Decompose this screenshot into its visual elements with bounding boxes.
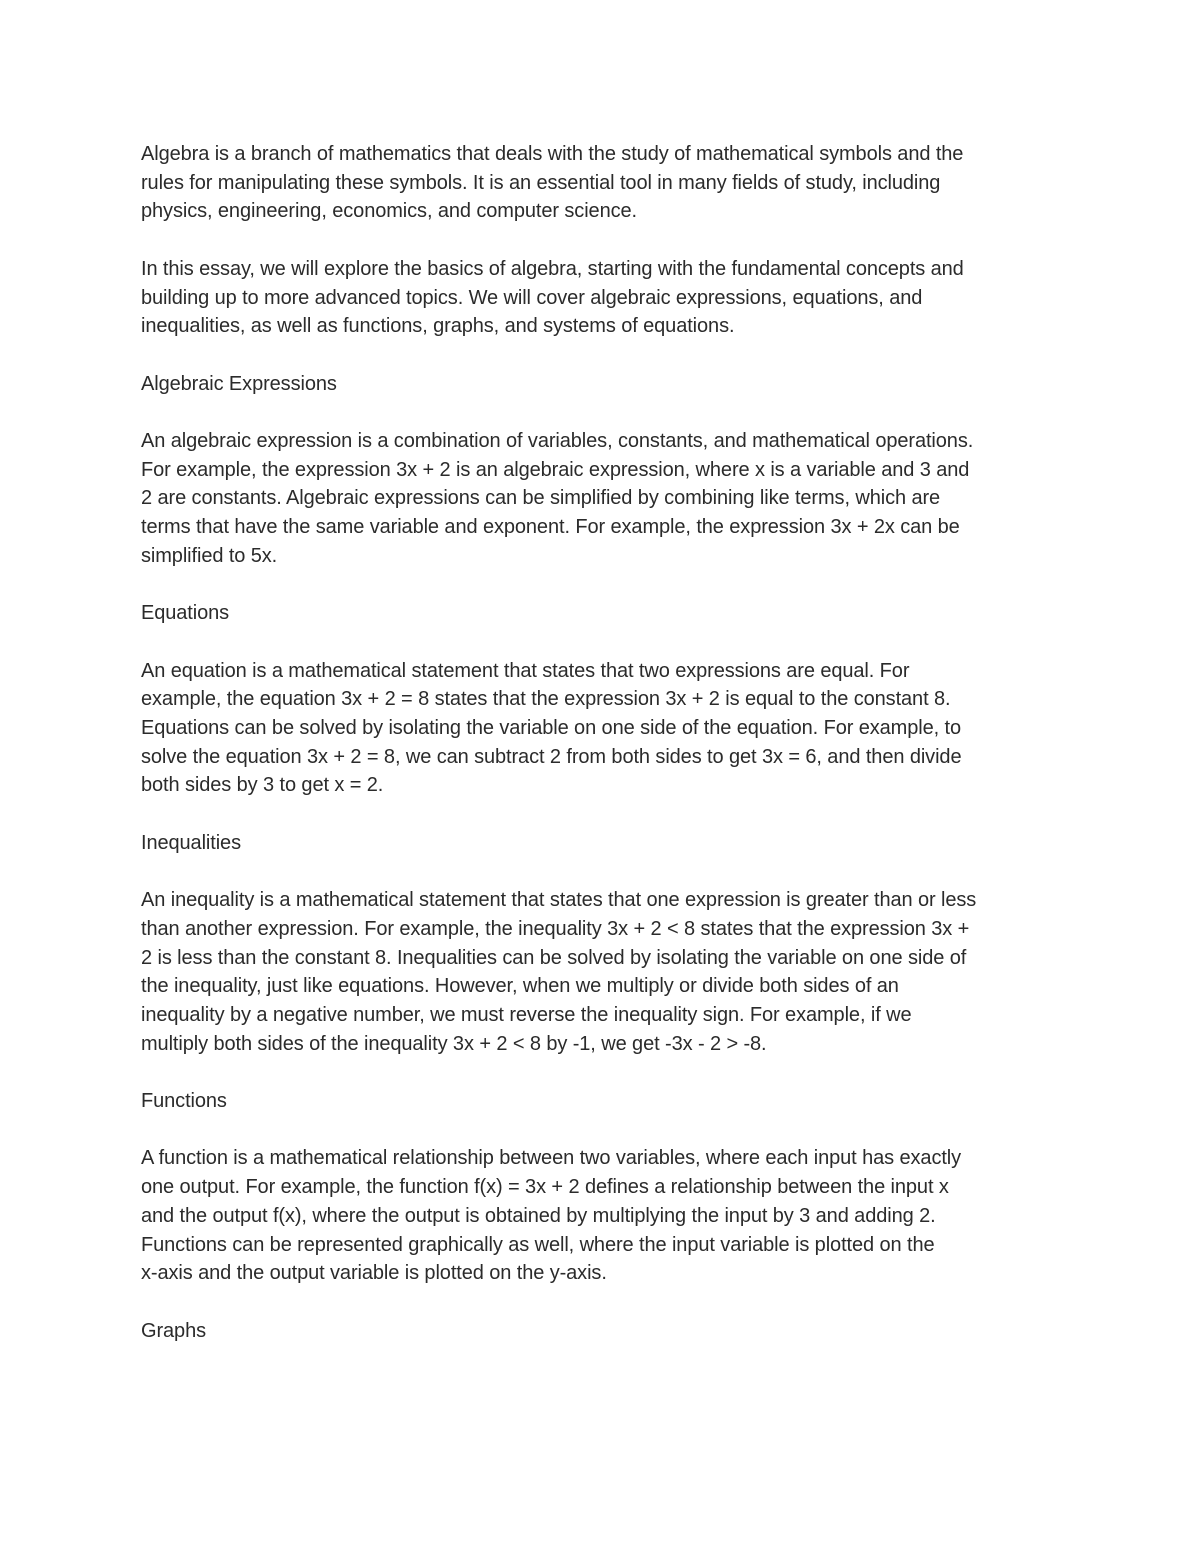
text-line: simplified to 5x. — [141, 544, 278, 567]
text-line: An algebraic expression is a combination of variables, constants, and mathematical operations. — [141, 429, 974, 452]
section-heading-functions: Functions — [141, 1090, 227, 1113]
equations-paragraph — [141, 657, 1061, 801]
text-line: Algebra is a branch of mathematics that deals with the study of mathematical symbols and the — [141, 143, 964, 165]
text-line: Equations can be solved by isolating the variable on one side of the equation. For example, to — [141, 716, 962, 739]
document-body — [141, 140, 1061, 1374]
text-line: both sides by 3 to get x = 2. — [141, 774, 384, 797]
expressions-paragraph — [141, 427, 1061, 571]
text-line: than another expression. For example, the inequality 3x + 2 < 8 states that the expression 3x + — [141, 917, 970, 940]
text-line: one output. For example, the function f(x) = 3x + 2 defines a relationship between the input x — [141, 1176, 949, 1199]
text-line: example, the equation 3x + 2 = 8 states that the expression 3x + 2 is equal to the constant 8. — [141, 688, 951, 711]
text-line: inequalities, as well as functions, graphs, and systems of equations. — [141, 315, 735, 338]
text-line: terms that have the same variable and exponent. For example, the expression 3x + 2x can be — [141, 516, 960, 539]
text-line: An inequality is a mathematical statement that states that one expression is greater than or less — [141, 889, 977, 912]
text-line: An equation is a mathematical statement that states that two expressions are equal. For — [141, 659, 910, 682]
inequalities-paragraph — [141, 886, 1061, 1058]
text-line: multiply both sides of the inequality 3x + 2 < 8 by -1, we get -3x - 2 > -8. — [141, 1032, 767, 1055]
section-heading-equations: Equations — [141, 602, 230, 625]
text-line: Functions can be represented graphically as well, where the input variable is plotted on the — [141, 1233, 935, 1256]
overview-paragraph — [141, 255, 1061, 341]
text-line: the inequality, just like equations. However, when we multiply or divide both sides of an — [141, 975, 899, 998]
text-line: solve the equation 3x + 2 = 8, we can subtract 2 from both sides to get 3x = 6, and then divide — [141, 745, 962, 768]
text-line: In this essay, we will explore the basics of algebra, starting with the fundamental concepts and — [141, 257, 964, 280]
section-heading-expressions: Algebraic Expressions — [141, 372, 337, 395]
text-line: inequality by a negative number, we must reverse the inequality sign. For example, if we — [141, 1003, 912, 1026]
text-line: rules for manipulating these symbols. It is an essential tool in many fields of study, including — [141, 171, 941, 194]
intro-paragraph — [141, 140, 1061, 226]
text-line: building up to more advanced topics. We will cover algebraic expressions, equations, and — [141, 286, 923, 309]
text-line: x-axis and the output variable is plotted on the y-axis. — [141, 1262, 607, 1285]
text-line: physics, engineering, economics, and computer science. — [141, 200, 637, 223]
section-heading-graphs: Graphs — [141, 1319, 206, 1342]
text-line: A function is a mathematical relationship between two variables, where each input has exactly — [141, 1147, 962, 1170]
text-line: and the output f(x), where the output is obtained by multiplying the input by 3 and adding 2. — [141, 1204, 936, 1227]
text-line: 2 is less than the constant 8. Inequalities can be solved by isolating the variable on one side of — [141, 946, 967, 969]
section-heading-inequalities: Inequalities — [141, 831, 241, 854]
functions-paragraph — [141, 1144, 1061, 1288]
text-line: 2 are constants. Algebraic expressions can be simplified by combining like terms, which are — [141, 487, 941, 510]
text-line: For example, the expression 3x + 2 is an algebraic expression, where x is a variable and 3 and — [141, 458, 970, 481]
